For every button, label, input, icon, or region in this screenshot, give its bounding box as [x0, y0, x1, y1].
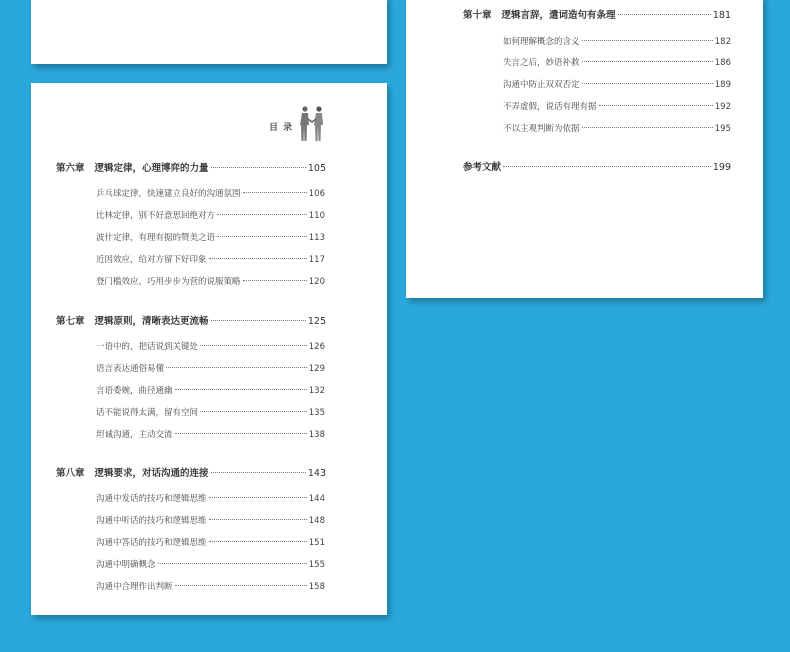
chapter-title: 逻辑要求，对话沟通的连接 [94, 468, 209, 479]
leader-dots [503, 166, 711, 167]
entry-page: 126 [308, 342, 325, 352]
leader-dots [175, 433, 307, 434]
leader-dots [200, 411, 307, 412]
entry-page: 189 [714, 80, 731, 90]
toc-entry[interactable] [96, 187, 325, 199]
entry-title: 乒乓球定律，快速建立良好的沟通氛围 [96, 189, 241, 199]
chapter-page: 143 [307, 468, 326, 479]
entry-title: 波什定律，有理有据的赞美之语 [96, 233, 216, 243]
leader-dots [582, 127, 713, 128]
toc-entry[interactable] [503, 100, 731, 112]
toc-entry[interactable] [96, 275, 325, 287]
entry-title: 一语中的，把话说到关键处 [96, 342, 199, 352]
toc-chapter-6[interactable] [56, 160, 326, 174]
toc-entry[interactable] [96, 536, 325, 548]
toc-entry[interactable] [503, 122, 731, 134]
entry-page: 182 [714, 37, 731, 47]
toc-chapter-8[interactable] [56, 465, 326, 479]
entry-page: 113 [308, 233, 325, 243]
entry-page: 195 [714, 124, 731, 134]
entry-page: 148 [308, 516, 325, 526]
entry-page: 120 [308, 277, 325, 287]
chapter-page: 125 [307, 316, 326, 327]
chapter-number: 第六章 [56, 163, 85, 174]
toc-entry[interactable] [96, 428, 325, 440]
leader-dots [209, 541, 307, 542]
references-page: 199 [712, 162, 731, 173]
toc-entry[interactable] [96, 384, 325, 396]
entry-title: 沟通中听话的技巧和逻辑思维 [96, 516, 207, 526]
entry-page: 151 [308, 538, 325, 548]
entry-page: 117 [308, 255, 325, 265]
toc-entry[interactable] [96, 558, 325, 570]
toc-entry[interactable] [96, 492, 325, 504]
entry-title: 不弄虚假，说话有理有据 [503, 102, 597, 112]
leader-dots [618, 14, 711, 15]
entry-title: 近因效应，给对方留下好印象 [96, 255, 207, 265]
toc-entry[interactable] [503, 78, 731, 90]
chapter-number: 第八章 [56, 468, 85, 479]
chapter-title: 逻辑言辞，遣词造句有条理 [501, 10, 616, 21]
entry-title: 沟通中防止双双否定 [503, 80, 580, 90]
leader-dots [209, 519, 307, 520]
toc-entry[interactable] [96, 362, 325, 374]
toc-header [269, 105, 359, 145]
entry-page: 186 [714, 58, 731, 68]
toc-entry[interactable] [503, 56, 731, 68]
leader-dots [582, 40, 713, 41]
leader-dots [209, 497, 307, 498]
toc-chapter-7[interactable] [56, 313, 326, 327]
chapter-number: 第十章 [463, 10, 492, 21]
entry-page: 155 [308, 560, 325, 570]
entry-page: 144 [308, 494, 325, 504]
leader-dots [582, 83, 713, 84]
toc-chapter-10[interactable] [463, 7, 731, 21]
leader-dots [200, 345, 307, 346]
toc-entry[interactable] [96, 514, 325, 526]
leader-dots [158, 563, 307, 564]
entry-page: 110 [308, 211, 325, 221]
entry-page: 106 [308, 189, 325, 199]
toc-entry[interactable] [96, 580, 325, 592]
leader-dots [211, 320, 306, 321]
toc-entry[interactable] [503, 35, 731, 47]
entry-page: 129 [308, 364, 325, 374]
entry-page: 132 [308, 386, 325, 396]
chapter-number: 第七章 [56, 316, 85, 327]
leader-dots [166, 367, 307, 368]
entry-title: 登门槛效应，巧用步步为营的说服策略 [96, 277, 241, 287]
leader-dots [243, 192, 307, 193]
leader-dots [599, 105, 713, 106]
leader-dots [243, 280, 307, 281]
chapter-title: 逻辑定律，心理博弈的力量 [94, 163, 209, 174]
chapter-page: 181 [712, 10, 731, 21]
entry-page: 138 [308, 430, 325, 440]
toc-entry[interactable] [96, 253, 325, 265]
leader-dots [175, 389, 307, 390]
leader-dots [209, 258, 307, 259]
leader-dots [211, 472, 306, 473]
toc-entry[interactable] [96, 209, 325, 221]
entry-title: 失言之后，妙语补救 [503, 58, 580, 68]
entry-page: 192 [714, 102, 731, 112]
entry-title: 沟通中明确概念 [96, 560, 156, 570]
toc-entry[interactable] [96, 340, 325, 352]
entry-title: 沟通中答话的技巧和逻辑思维 [96, 538, 207, 548]
entry-title: 不以主观判断为依据 [503, 124, 580, 134]
references-title: 参考文献 [463, 162, 502, 173]
leader-dots [211, 167, 306, 168]
chapter-title: 逻辑原则，清晰表达更流畅 [94, 316, 209, 327]
entry-page: 135 [308, 408, 325, 418]
entry-title: 语言表达通俗易懂 [96, 364, 165, 374]
entry-title: 如何理解概念的含义 [503, 37, 580, 47]
toc-entry[interactable] [96, 231, 325, 243]
toc-entry[interactable] [96, 406, 325, 418]
toc-header-label: 目 录 [269, 123, 294, 133]
entry-page: 158 [308, 582, 325, 592]
leader-dots [582, 61, 713, 62]
chapter-page: 105 [307, 163, 326, 174]
entry-title: 坦诚沟通，主动交流 [96, 430, 173, 440]
entry-title: 沟通中合理作出判断 [96, 582, 173, 592]
leader-dots [175, 585, 307, 586]
previous-page [31, 0, 387, 64]
leader-dots [217, 236, 307, 237]
entry-title: 沟通中发话的技巧和逻辑思维 [96, 494, 207, 504]
leader-dots [217, 214, 307, 215]
toc-references[interactable] [463, 159, 731, 173]
entry-title: 言语委婉，曲径通幽 [96, 386, 173, 396]
entry-title: 话不能说得太满，留有空间 [96, 408, 199, 418]
handshake-figures-icon [297, 105, 327, 143]
entry-title: 比林定律，别不好意思回绝对方 [96, 211, 216, 221]
